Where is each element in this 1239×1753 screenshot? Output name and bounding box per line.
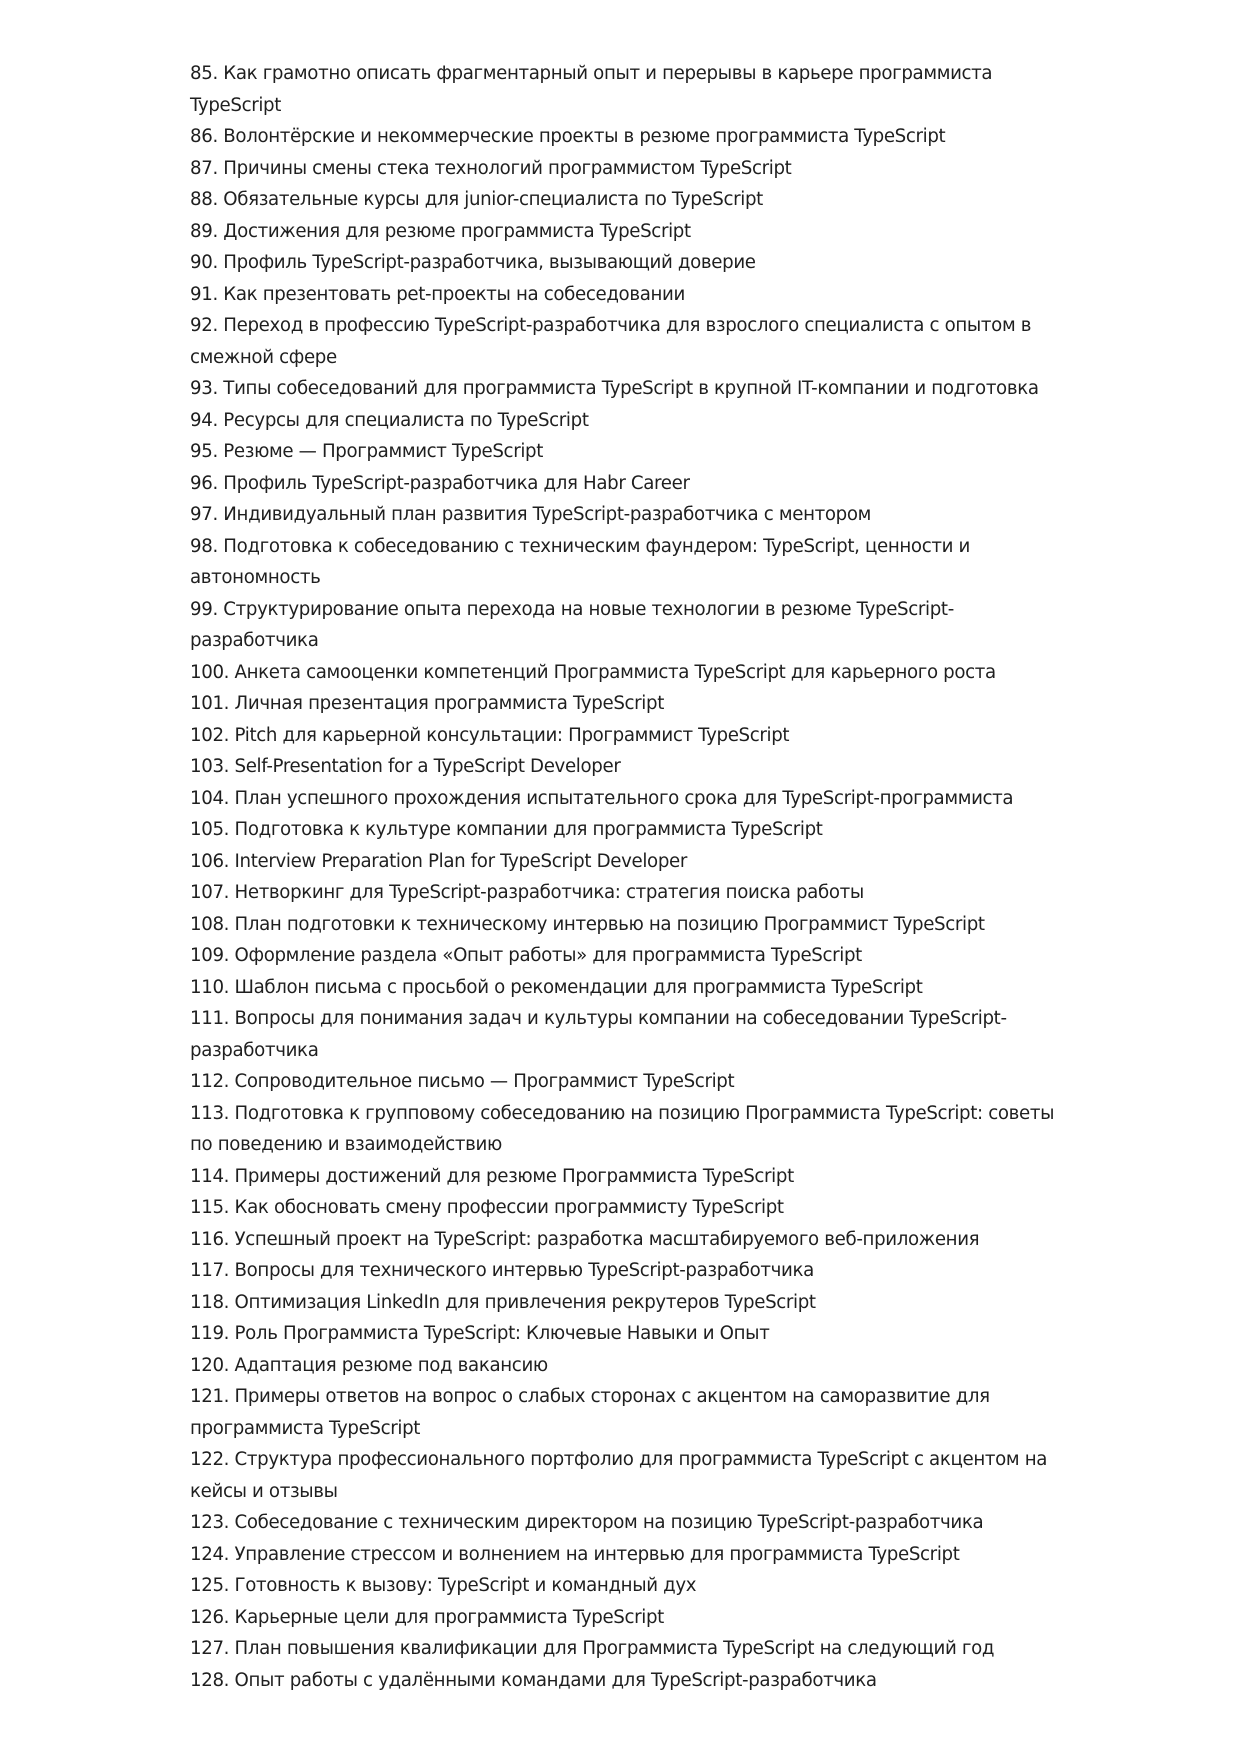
list-item: 94. Ресурсы для специалиста по TypeScript <box>190 409 589 431</box>
list-item: 114. Примеры достижений для резюме Программиста TypeScript <box>190 1165 794 1187</box>
list-item: 118. Оптимизация LinkedIn для привлечения рекрутеров TypeScript <box>190 1291 816 1313</box>
list-item: 93. Типы собеседований для программиста TypeScript в крупной IT-компании и подготовка <box>190 378 1039 399</box>
list-item: 113. Подготовка к групповому собеседованию на позицию Программиста TypeScript: советы по поведению и взаимодействию <box>190 1102 1055 1155</box>
list-item: 121. Примеры ответов на вопрос о слабых сторонах с акцентом на саморазвитие для программиста TypeScript <box>190 1386 990 1439</box>
list-item: 125. Готовность к вызову: TypeScript и командный дух <box>190 1575 697 1596</box>
list-item: 106. Interview Preparation Plan for TypeScript Developer <box>190 850 687 872</box>
list-item: 119. Роль Программиста TypeScript: Ключевые Навыки и Опыт <box>190 1323 770 1344</box>
list-item: 126. Карьерные цели для программиста TypeScript <box>190 1606 664 1628</box>
list-item: 127. План повышения квалификации для Программиста TypeScript на следующий год <box>190 1638 995 1659</box>
list-item: 85. Как грамотно описать фрагментарный опыт и перерывы в карьере программиста TypeScript <box>190 63 993 116</box>
list-item: 105. Подготовка к культуре компании для программиста TypeScript <box>190 819 823 840</box>
article-list <box>190 58 1060 1696</box>
list-item: 108. План подготовки к техническому интервью на позицию Программист TypeScript <box>190 913 985 935</box>
list-item: 89. Достижения для резюме программиста TypeScript <box>190 220 691 242</box>
list-item: 87. Причины смены стека технологий программистом TypeScript <box>190 157 792 179</box>
list-item: 128. Опыт работы с удалёнными командами для TypeScript-разработчика <box>190 1669 877 1691</box>
list-item: 120. Адаптация резюме под вакансию <box>190 1354 548 1376</box>
list-item: 96. Профиль TypeScript-разработчика для Habr Career <box>190 472 690 494</box>
list-item: 88. Обязательные курсы для junior-специалиста по TypeScript <box>190 189 763 210</box>
list-item: 124. Управление стрессом и волнением на интервью для программиста TypeScript <box>190 1543 960 1565</box>
list-item: 95. Резюме — Программист TypeScript <box>190 441 544 462</box>
list-item: 86. Волонтёрские и некоммерческие проекты в резюме программиста TypeScript <box>190 126 946 147</box>
list-item: 112. Сопроводительное письмо — Программист TypeScript <box>190 1071 735 1092</box>
list-item: 100. Анкета самооценки компетенций Программиста TypeScript для карьерного роста <box>190 661 996 683</box>
document-page <box>190 58 1060 1696</box>
list-item: 104. План успешного прохождения испытательного срока для TypeScript-программиста <box>190 787 1014 809</box>
list-item: 90. Профиль TypeScript-разработчика, вызывающий доверие <box>190 252 756 273</box>
list-item: 123. Собеседование с техническим директором на позицию TypeScript-разработчика <box>190 1512 984 1533</box>
list-item: 109. Оформление раздела «Опыт работы» для программиста TypeScript <box>190 945 862 966</box>
list-item: 117. Вопросы для технического интервью TypeScript-разработчика <box>190 1260 814 1281</box>
list-item: 107. Нетворкинг для TypeScript-разработчика: стратегия поиска работы <box>190 882 864 903</box>
list-item: 91. Как презентовать pet-проекты на собеседовании <box>190 283 685 305</box>
list-item: 122. Структура профессионального портфолио для программиста TypeScript с акцентом на кейсы и отзывы <box>190 1449 1048 1502</box>
list-item: 103. Self-Presentation for a TypeScript Developer <box>190 756 621 777</box>
list-item: 116. Успешный проект на TypeScript: разработка масштабируемого веб-приложения <box>190 1228 980 1250</box>
list-item: 111. Вопросы для понимания задач и культуры компании на собеседовании TypeScript-разработчика <box>190 1008 1007 1061</box>
list-item: 97. Индивидуальный план развития TypeScript-разработчика с ментором <box>190 504 871 525</box>
list-item: 99. Структурирование опыта перехода на новые технологии в резюме TypeScript-разработчика <box>190 598 954 651</box>
list-item: 98. Подготовка к собеседованию с техническим фаундером: TypeScript, ценности и автономность <box>190 535 970 588</box>
list-item: 115. Как обосновать смену профессии программисту TypeScript <box>190 1197 784 1218</box>
list-item: 102. Pitch для карьерной консультации: Программист TypeScript <box>190 724 790 746</box>
list-item: 110. Шаблон письма с просьбой о рекомендации для программиста TypeScript <box>190 976 923 998</box>
list-item: 101. Личная презентация программиста TypeScript <box>190 693 664 714</box>
list-item: 92. Переход в профессию TypeScript-разработчика для взрослого специалиста с опытом в смежной сфере <box>190 315 1032 368</box>
